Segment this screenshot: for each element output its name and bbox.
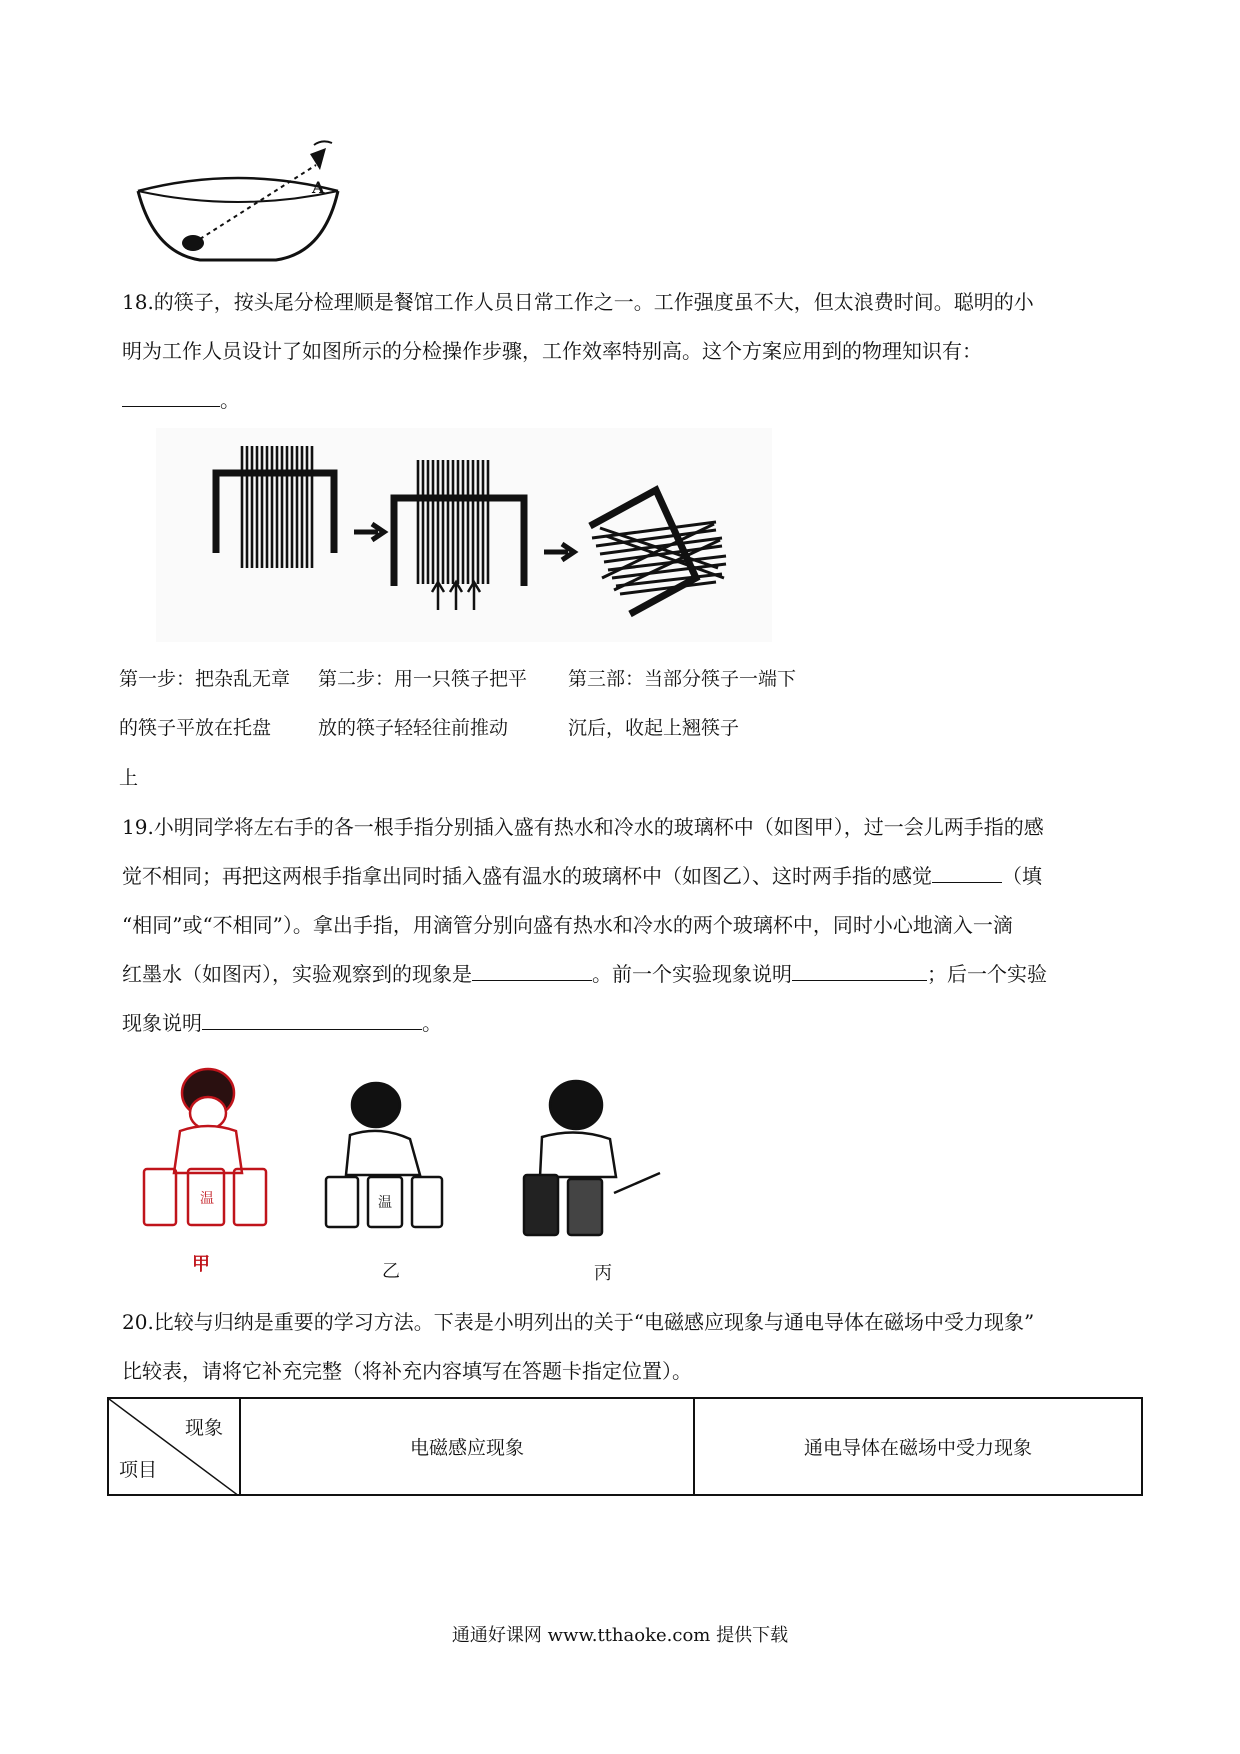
- label-yi: 乙: [382, 1261, 400, 1282]
- step-caption-3a: 第三部：当部分筷子一端下: [568, 668, 797, 690]
- q18-line-1: 18.的筷子，按头尾分检理顺是餐馆工作人员日常工作之一。工作强度虽不大，但太浪费时间。聪明的小: [122, 290, 1034, 314]
- q18-line-3: 。: [122, 376, 1142, 425]
- comparison-table: [107, 1397, 1143, 1496]
- q20-line-1: 20.比较与归纳是重要的学习方法。下表是小明列出的关于“电磁感应现象与通电导体在磁场中受力现象”: [122, 1310, 1035, 1334]
- point-label-a: A: [312, 178, 325, 197]
- header-col-force-on-conductor: 通电导体在磁场中受力现象: [694, 1398, 1142, 1495]
- header-col-electromagnetic-induction: 电磁感应现象: [240, 1398, 694, 1495]
- step-caption-1b: 的筷子平放在托盘: [119, 717, 272, 739]
- chopstick-steps-figure: [156, 428, 772, 642]
- q19-line-3: “相同”或“不相同”）。拿出手指，用滴管分别向盛有热水和冷水的两个玻璃杯中，同时小心地滴入一滴: [122, 913, 1013, 937]
- q19-line-4: 红墨水（如图丙），实验观察到的现象是 。前一个实验现象说明 ；后一个实验: [122, 962, 1047, 986]
- chopstick-bundle-1: [242, 446, 312, 568]
- push-arrows-icon: [432, 582, 480, 610]
- bowl-rim-front: [138, 191, 338, 202]
- q19-line-5: 现象说明 。: [122, 1011, 442, 1035]
- q19-text: [122, 803, 1142, 1048]
- figure-jia: [144, 1069, 266, 1225]
- figure-bing: [524, 1081, 660, 1235]
- chopstick-bundle-2: [418, 460, 488, 584]
- q18-text: [122, 278, 1142, 425]
- cups-experiment-figure: [130, 1065, 690, 1285]
- eye-icon: [310, 148, 326, 170]
- cup-text-jia: 温: [200, 1191, 214, 1207]
- bowl-rim: [138, 178, 338, 191]
- table-header-row: [108, 1398, 1142, 1495]
- step-caption-2b: 放的筷子轻轻往前推动: [318, 717, 509, 739]
- page-footer: 通通好课网 www.tthaoke.com 提供下载: [451, 1625, 789, 1646]
- corner-bottom-label: 项目: [119, 1459, 158, 1481]
- step-caption-3b: 沉后，收起上翘筷子: [568, 717, 740, 739]
- table-corner-cell: [108, 1398, 240, 1495]
- label-jia: 甲: [192, 1254, 210, 1275]
- blank-explanation-2[interactable]: [202, 1009, 422, 1030]
- q19-line-1: 19.小明同学将左右手的各一根手指分别插入盛有热水和冷水的玻璃杯中（如图甲），过一会儿两手指的感: [122, 815, 1044, 839]
- blank-phenomenon[interactable]: [472, 960, 592, 981]
- q20-line-2: 比较表，请将它补充完整（将补充内容填写在答题卡指定位置）。: [122, 1359, 692, 1383]
- step-caption-1c: 上: [119, 767, 139, 789]
- q19-line-2: 觉不相同；再把这两根手指拿出同时插入盛有温水的玻璃杯中（如图乙）、这时两手指的感觉 （填: [122, 864, 1042, 888]
- step-caption-1a: 第一步：把杂乱无章: [119, 668, 291, 690]
- bowl-figure: [128, 135, 358, 270]
- blank-feeling[interactable]: [932, 862, 1002, 883]
- q18-line-2: 明为工作人员设计了如图所示的分检操作步骤，工作效率特别高。这个方案应用到的物理知识有：: [122, 339, 982, 363]
- blank-explanation-1[interactable]: [792, 960, 927, 981]
- answer-blank[interactable]: [122, 386, 220, 407]
- figure-yi: [326, 1083, 442, 1227]
- label-bing: 丙: [594, 1263, 612, 1284]
- corner-top-label: 现象: [184, 1417, 223, 1439]
- step-caption-2a: 第二步：用一只筷子把平: [318, 668, 528, 690]
- q20-text: [122, 1298, 1142, 1396]
- cup-text-yi: 温: [378, 1195, 392, 1211]
